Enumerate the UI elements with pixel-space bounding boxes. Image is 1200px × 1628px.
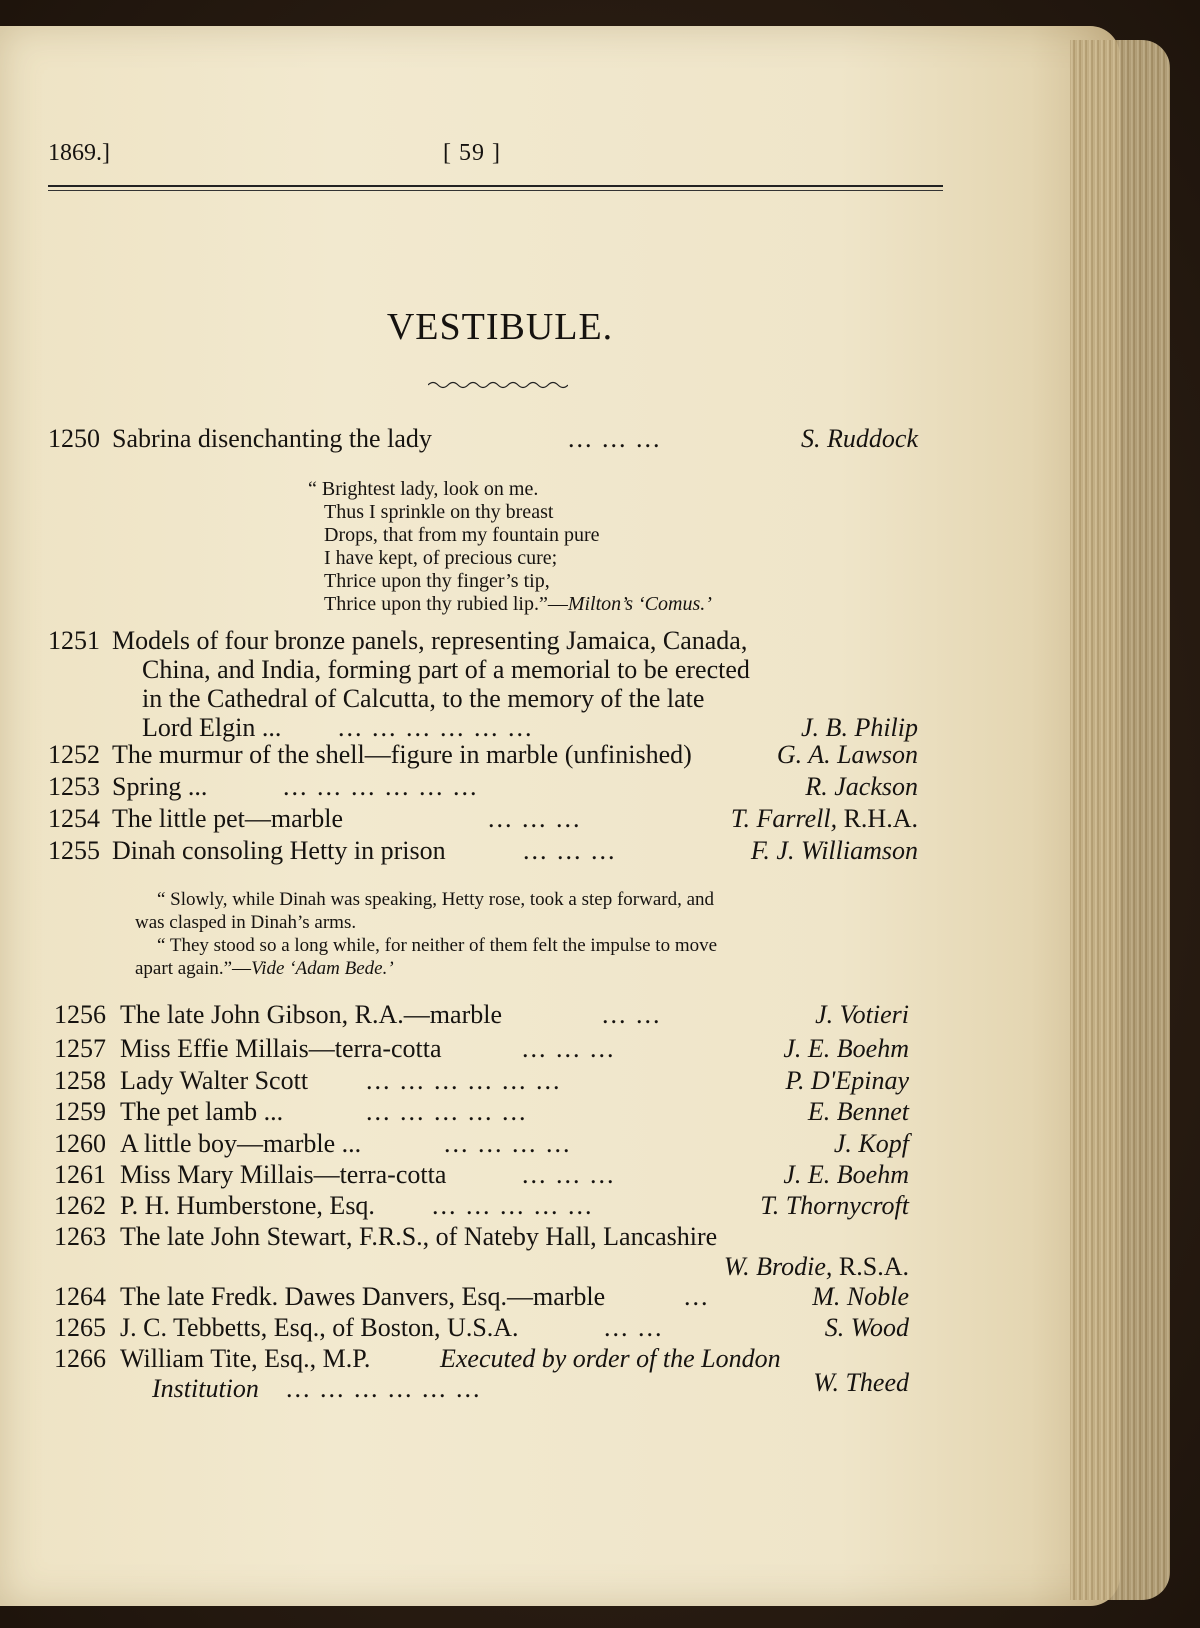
entry-title: J. C. Tebbetts, Esq., of Boston, U.S.A. (120, 1313, 519, 1342)
header-rule-thin (48, 190, 943, 191)
leader-dots: ... ... ... ... ... ... (366, 1066, 562, 1095)
entry-number: 1266 (54, 1344, 106, 1373)
entry-title: The murmur of the shell—figure in marble (unfinished) (112, 740, 692, 769)
leader-dots: ... ... ... ... ... ... (283, 772, 479, 801)
entry-artist-suffix: R.H.A. (843, 804, 918, 833)
entry-artist: J. E. Boehm (783, 1034, 909, 1063)
catalogue-entry (54, 1344, 909, 1408)
catalogue-entry (48, 836, 918, 868)
quotation-comus (308, 478, 712, 616)
entry-title-line: China, and India, forming part of a memorial to be erected (142, 655, 750, 684)
entry-artist: J. Kopf (833, 1129, 909, 1158)
entry-artist: T. Farrell, (730, 804, 838, 833)
entry-title: P. H. Humberstone, Esq. (120, 1191, 375, 1220)
quote-attribution: Milton’s ‘Comus.’ (567, 593, 712, 615)
entry-title: Miss Mary Millais—terra-cotta (120, 1160, 447, 1189)
entry-number: 1251 (48, 626, 100, 655)
catalogue-entry (54, 1034, 909, 1066)
entry-artist: J. E. Boehm (783, 1160, 909, 1189)
entry-number: 1262 (54, 1191, 106, 1220)
quote-attribution: Vide ‘Adam Bede.’ (251, 958, 394, 979)
quote-line: was clasped in Dinah’s arms. (135, 912, 357, 933)
catalogue-entry (48, 804, 918, 836)
entry-title-line: in the Cathedral of Calcutta, to the memory of the late (142, 684, 705, 713)
catalogue-entry (54, 1313, 909, 1345)
entry-artist: F. J. Williamson (750, 836, 918, 865)
entry-artist: R. Jackson (805, 772, 918, 801)
quote-line: apart again.”— (135, 958, 252, 979)
entry-title: Dinah consoling Hetty in prison (112, 836, 446, 865)
leader-dots: ... ... ... ... ... (432, 1191, 594, 1220)
leader-dots: ... ... ... (488, 804, 582, 833)
entry-artist: S. Wood (824, 1313, 909, 1342)
entry-title: Sabrina disenchanting the lady (112, 424, 432, 453)
catalogue-entry (54, 1097, 909, 1129)
entry-artist: M. Noble (812, 1282, 909, 1311)
running-head (48, 140, 943, 170)
leader-dots: ... ... (602, 1000, 662, 1029)
entry-number: 1253 (48, 772, 100, 801)
entry-number: 1254 (48, 804, 100, 833)
entry-number: 1261 (54, 1160, 106, 1189)
quote-line: Thrice upon thy finger’s tip, (324, 570, 550, 592)
entry-title: William Tite, Esq., M.P. (120, 1344, 371, 1373)
quote-line: Drops, that from my fountain pure (324, 524, 600, 546)
leader-dots: ... ... (604, 1313, 664, 1342)
catalogue-entry (48, 626, 918, 750)
entry-number: 1256 (54, 1000, 106, 1029)
quotation-adam-bede (135, 888, 717, 980)
leader-dots: ... ... ... (523, 836, 617, 865)
entry-number: 1255 (48, 836, 100, 865)
leader-dots: ... ... ... ... ... ... (338, 713, 534, 742)
entry-title: Miss Effie Millais—terra-cotta (120, 1034, 442, 1063)
entry-title-line: Lord Elgin ... (142, 713, 282, 742)
leader-dots: ... ... ... (522, 1034, 616, 1063)
entry-title: Lady Walter Scott (120, 1066, 309, 1095)
quote-line: I have kept, of precious cure; (324, 547, 558, 569)
entry-artist: J. B. Philip (801, 713, 918, 742)
entry-title: The late John Gibson, R.A.—marble (120, 1000, 502, 1029)
entry-number: 1257 (54, 1034, 106, 1063)
entry-artist: T. Thornycroft (760, 1191, 909, 1220)
entry-title-italic: Executed by order of the London (440, 1344, 781, 1373)
leader-dots: ... (684, 1282, 710, 1311)
entry-number: 1264 (54, 1282, 106, 1311)
quote-line: Thrice upon thy rubied lip.”— (324, 593, 568, 615)
entry-title: The pet lamb ... (120, 1097, 284, 1126)
leader-dots: ... ... ... (568, 424, 662, 453)
entry-title: A little boy—marble ... (120, 1129, 362, 1158)
entry-number: 1263 (54, 1222, 106, 1251)
entry-title: Spring ... (112, 772, 208, 801)
entry-artist: E. Bennet (807, 1097, 909, 1126)
catalogue-entry (54, 1000, 909, 1032)
entry-title-line: Institution (152, 1374, 259, 1403)
section-title: VESTIBULE. (386, 306, 614, 348)
leader-dots: ... ... ... ... ... (366, 1097, 528, 1126)
quote-line: Thus I sprinkle on thy breast (324, 501, 554, 523)
catalogue-entry (54, 1222, 909, 1284)
entry-artist: W. Theed (813, 1368, 909, 1397)
entry-artist: P. D'Epinay (785, 1066, 909, 1095)
entry-artist: G. A. Lawson (776, 740, 918, 769)
quote-line: “ They stood so a long while, for neither of them felt the impulse to move (157, 935, 718, 956)
entry-title: Models of four bronze panels, representing Jamaica, Canada, (112, 626, 748, 655)
quote-line: “ Slowly, while Dinah was speaking, Hetty rose, took a step forward, and (157, 889, 715, 910)
entry-number: 1250 (48, 424, 100, 453)
header-year: 1869.] (48, 140, 110, 166)
header-page-number: [ 59 ] (443, 140, 501, 166)
page-edges (1070, 40, 1170, 1600)
catalogue-entry (54, 1066, 909, 1098)
leader-dots: ... ... ... ... (444, 1129, 572, 1158)
entry-title: The late John Stewart, F.R.S., of Nateby Hall, Lancashire (120, 1222, 718, 1251)
entry-artist: W. Brodie, (723, 1252, 833, 1281)
entry-title: The late Fredk. Dawes Danvers, Esq.—marble (120, 1282, 606, 1311)
catalogue-entry (48, 772, 918, 804)
title-flourish (428, 380, 568, 390)
entry-number: 1258 (54, 1066, 106, 1095)
header-rule (48, 185, 943, 187)
catalogue-entry (54, 1191, 909, 1223)
entry-artist: J. Votieri (815, 1000, 909, 1029)
leader-dots: ... ... ... (522, 1160, 616, 1189)
quote-line: “ Brightest lady, look on me. (308, 478, 539, 500)
entry-artist: S. Ruddock (801, 424, 918, 453)
entry-title: The little pet—marble (112, 804, 344, 833)
catalogue-entry (54, 1129, 909, 1161)
entry-number: 1259 (54, 1097, 106, 1126)
catalogue-entry (48, 740, 918, 772)
catalogue-entry (48, 424, 918, 458)
entry-artist-suffix: R.S.A. (838, 1252, 909, 1281)
catalogue-entry (54, 1160, 909, 1192)
leader-dots: ... ... ... ... ... ... (286, 1374, 482, 1403)
catalogue-entry (54, 1282, 909, 1314)
entry-number: 1260 (54, 1129, 106, 1158)
entry-number: 1252 (48, 740, 100, 769)
entry-number: 1265 (54, 1313, 106, 1342)
